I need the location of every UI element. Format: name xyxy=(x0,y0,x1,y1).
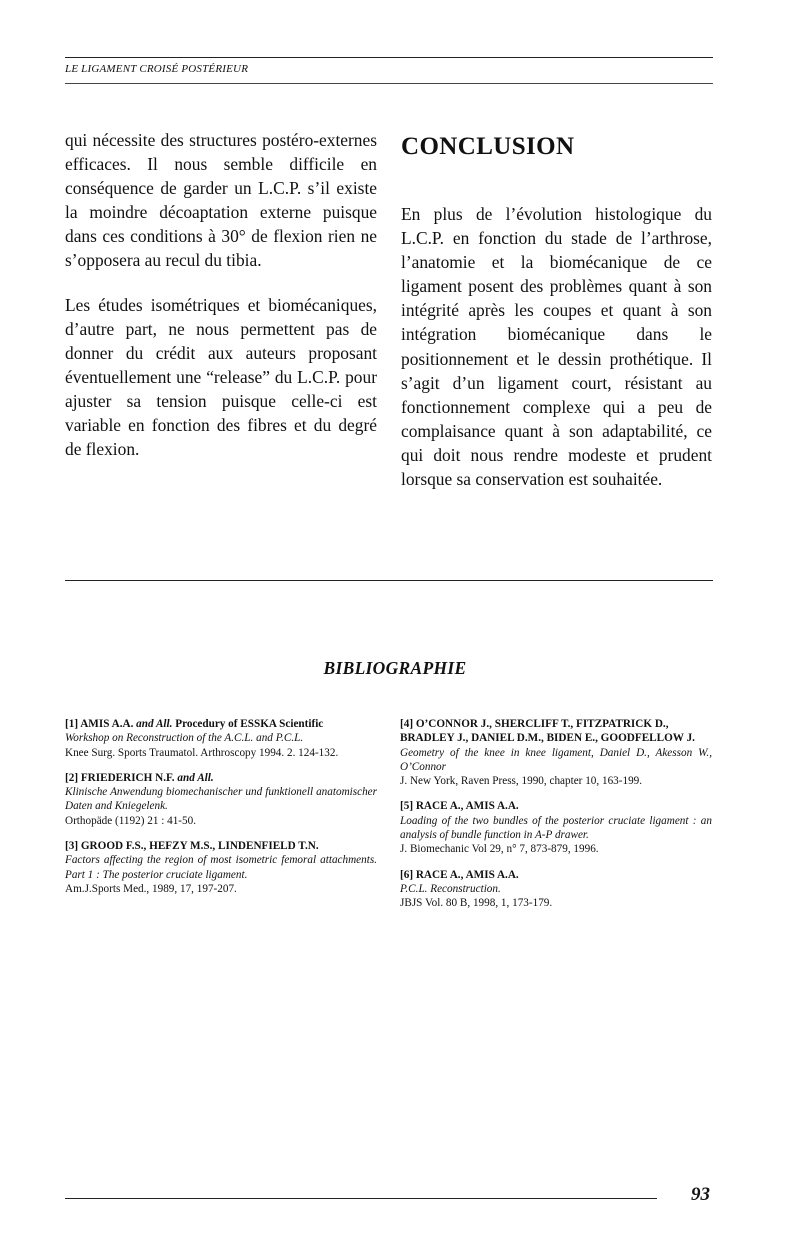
references-right-column xyxy=(400,717,712,922)
reference-source: JBJS Vol. 80 B, 1998, 1, 173-179. xyxy=(400,897,553,910)
conclusion-paragraph: En plus de l’évolution histologique du L.C.P. en fonction du stade de l’arthrose, l’anatomie et la biomécanique de ce ligament posent des problèmes quant à son intégrité après les coupes et quant à son intégration biomécanique dans le positionnement et le dessin prothétique. Il s’agit d’un ligament court, résistant au fonctionnement complexe qui a peu de complaisance quant à son adaptabilité, ce qui doit nous rendre modeste et prudent lorsque sa conservation est souhaitée. xyxy=(401,204,712,490)
reference-title: Loading of the two bundles of the posterior cruciate ligament : an analysis of bundle function in A-P drawer. xyxy=(400,814,712,842)
reference-authors: [2] FRIEDERICH N.F. and All. xyxy=(65,771,214,784)
conclusion-section xyxy=(401,128,712,511)
reference-title: Factors affecting the region of most isometric femoral attachments. Part 1 : The posterior cruciate ligament. xyxy=(65,854,377,881)
bibliography-heading: BIBLIOGRAPHIE xyxy=(323,658,467,678)
reference-authors: [4] O’CONNOR J., SHERCLIFF T., FITZPATRICK D., BRADLEY J., DANIEL D.M., BIDEN E., GOODFELLOW J. xyxy=(400,718,695,745)
header-rule-top xyxy=(65,57,713,58)
reference-item xyxy=(400,717,712,788)
reference-source: Orthopäde (1192) 21 : 41-50. xyxy=(65,814,197,827)
reference-title: Workshop on Reconstruction of the A.C.L. and P.C.L. xyxy=(65,732,304,745)
reference-source: J. Biomechanic Vol 29, n° 7, 873-879, 1996. xyxy=(400,843,599,856)
reference-authors: [3] GROOD F.S., HEFZY M.S., LINDENFIELD T.N. xyxy=(65,840,319,853)
references-left-column xyxy=(65,717,377,907)
reference-source: Knee Surg. Sports Traumatol. Arthroscopy 1994. 2. 124-132. xyxy=(65,746,339,759)
left-paragraph-1: qui nécessite des structures postéro-externes efficaces. Il nous semble difficile en conséquence de garder un L.C.P. s’il existe la moindre décoaptation externe puisque dans ces conditions à 30° de flexion rien ne s’opposera au recul du tibia. xyxy=(65,130,377,271)
reference-item xyxy=(65,839,377,896)
reference-authors: [5] RACE A., AMIS A.A. xyxy=(400,800,519,813)
reference-authors: [6] RACE A., AMIS A.A. xyxy=(400,868,519,881)
left-paragraph-2: Les études isométriques et biomécaniques, d’autre part, ne nous permettent pas de donner du crédit aux auteurs proposant éventuellement une “release” du L.C.P. pour ajuster sa tension puisque celle-ci est variable en fonction des fibres et du degré de flexion. xyxy=(65,294,377,460)
running-head: LE LIGAMENT CROISÉ POSTÉRIEUR xyxy=(65,63,249,75)
section-divider xyxy=(65,580,713,581)
reference-authors: [1] AMIS A.A. and All. Procedury of ESSKA Scientific xyxy=(65,718,324,730)
reference-source: Am.J.Sports Med., 1989, 17, 197-207. xyxy=(65,882,237,895)
page-number: 93 xyxy=(691,1184,710,1205)
header-rule-bottom xyxy=(65,83,713,84)
conclusion-heading: CONCLUSION xyxy=(401,133,575,160)
reference-title: P.C.L. Reconstruction. xyxy=(400,882,501,895)
reference-title: Klinische Anwendung biomechanischer und funktionell anatomischer Daten and Kniegelenk. xyxy=(65,786,377,813)
left-column xyxy=(65,128,377,481)
reference-item xyxy=(400,868,712,911)
reference-item xyxy=(65,771,377,828)
reference-title: Geometry of the knee in knee ligament, Daniel D., Akesson W., O’Connor xyxy=(400,746,712,773)
reference-item xyxy=(400,799,712,856)
reference-source: J. New York, Raven Press, 1990, chapter 10, 163-199. xyxy=(400,775,643,788)
reference-item xyxy=(65,717,377,760)
footer-rule xyxy=(65,1198,657,1199)
